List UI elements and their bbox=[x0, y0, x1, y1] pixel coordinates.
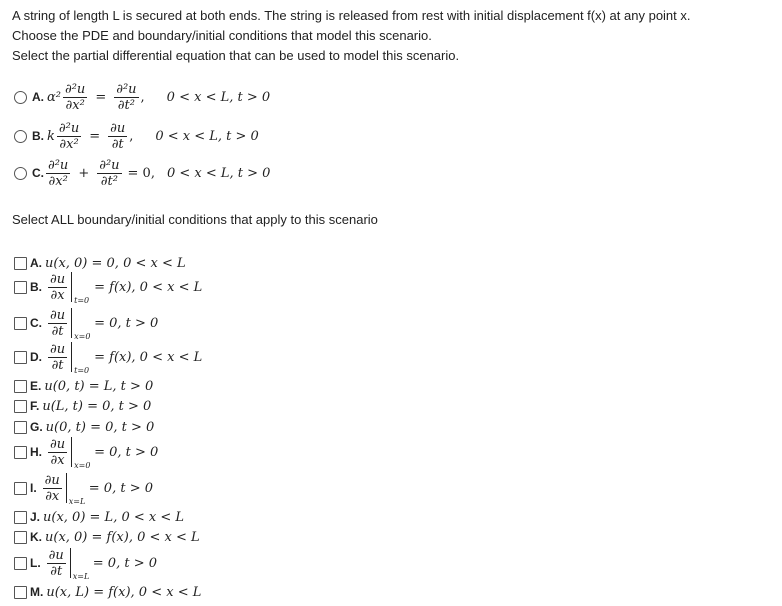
bc-option-k[interactable] bbox=[14, 528, 200, 546]
checkbox[interactable] bbox=[14, 351, 27, 364]
separator: , bbox=[129, 128, 134, 144]
pde-option-b[interactable] bbox=[14, 119, 259, 153]
option-label: G. bbox=[30, 420, 43, 434]
condition-rhs: = 0, t > 0 bbox=[94, 444, 159, 460]
bc-option-b[interactable] bbox=[14, 270, 202, 304]
option-label: H. bbox=[30, 445, 42, 459]
pde-question: Select the partial differential equation that can be used to model this scenario. bbox=[12, 48, 460, 63]
condition-rhs: = f(x), 0 < x < L bbox=[94, 279, 203, 295]
separator: = 0, bbox=[127, 165, 155, 181]
lhs-fraction: $\frac{\text{∂²u}}{\text{∂x²}}$ bbox=[65, 81, 86, 113]
pde-option-a[interactable] bbox=[14, 80, 270, 114]
condition-text: u(0, t) = 0, t > 0 bbox=[45, 419, 155, 435]
derivative-fraction: $\frac{\partial u}{\partial t}$ bbox=[50, 307, 66, 339]
checkbox[interactable] bbox=[14, 531, 27, 544]
checkbox[interactable] bbox=[14, 317, 27, 330]
bc-option-m[interactable] bbox=[14, 583, 201, 601]
option-label: C. bbox=[30, 316, 42, 330]
domain-text: 0 < x < L, t > 0 bbox=[166, 165, 271, 181]
derivative-fraction: $\frac{\partial u}{\partial t}$ bbox=[50, 341, 66, 373]
evaluation-bar: x=L bbox=[66, 473, 85, 503]
condition-text: u(x, 0) = L, 0 < x < L bbox=[43, 509, 185, 525]
rhs-fraction: $\frac{\text{∂²u}}{\text{∂t²}}$ bbox=[99, 157, 120, 189]
checkbox[interactable] bbox=[14, 511, 27, 524]
condition-rhs: = 0, t > 0 bbox=[94, 315, 159, 331]
option-label: I. bbox=[30, 481, 37, 495]
coefficient: k bbox=[47, 128, 55, 144]
radio-button[interactable] bbox=[14, 130, 27, 143]
coefficient: α² bbox=[47, 89, 61, 105]
bc-option-g[interactable] bbox=[14, 418, 154, 436]
separator: , bbox=[140, 89, 145, 105]
bc-option-j[interactable] bbox=[14, 508, 184, 526]
option-label: E. bbox=[30, 379, 42, 393]
bc-question: Select ALL boundary/initial conditions that apply to this scenario bbox=[12, 212, 378, 227]
operator: + bbox=[78, 165, 90, 181]
evaluation-bar: t=0 bbox=[71, 342, 90, 372]
evaluation-bar: x=0 bbox=[71, 437, 90, 467]
condition-rhs: = f(x), 0 < x < L bbox=[94, 349, 203, 365]
derivative-fraction: $\frac{\partial u}{\partial x}$ bbox=[44, 472, 60, 504]
condition-text: u(L, t) = 0, t > 0 bbox=[42, 398, 152, 414]
condition-text: u(x, 0) = 0, 0 < x < L bbox=[45, 255, 186, 271]
bc-option-h[interactable] bbox=[14, 435, 158, 469]
bc-option-e[interactable] bbox=[14, 377, 153, 395]
condition-rhs: = 0, t > 0 bbox=[88, 480, 153, 496]
bc-option-l[interactable] bbox=[14, 546, 157, 580]
evaluation-bar: x=L bbox=[70, 548, 89, 578]
condition-text: u(0, t) = L, t > 0 bbox=[44, 378, 154, 394]
domain-text: 0 < x < L, t > 0 bbox=[166, 89, 271, 105]
option-label: L. bbox=[30, 556, 41, 570]
instruction-text: Choose the PDE and boundary/initial conditions that model this scenario. bbox=[12, 28, 432, 43]
checkbox[interactable] bbox=[14, 400, 27, 413]
lhs-fraction: $\frac{\text{∂²u}}{\text{∂x²}}$ bbox=[58, 120, 80, 152]
bc-option-i[interactable] bbox=[14, 471, 153, 505]
option-label: A. bbox=[32, 90, 44, 104]
checkbox[interactable] bbox=[14, 281, 27, 294]
option-label: B. bbox=[32, 129, 44, 143]
problem-statement: A string of length L is secured at both ends. The string is released from rest with initial displacement f(x) at any point x. bbox=[12, 8, 691, 23]
option-label: K. bbox=[30, 530, 42, 544]
bc-option-c[interactable] bbox=[14, 306, 158, 340]
checkbox[interactable] bbox=[14, 586, 27, 599]
option-label: B. bbox=[30, 280, 42, 294]
condition-rhs: = 0, t > 0 bbox=[92, 555, 157, 571]
bc-option-d[interactable] bbox=[14, 340, 202, 374]
checkbox[interactable] bbox=[14, 421, 27, 434]
radio-button[interactable] bbox=[14, 91, 27, 104]
option-label: C. bbox=[32, 166, 44, 180]
checkbox[interactable] bbox=[14, 257, 27, 270]
derivative-fraction: $\frac{\partial u}{\partial x}$ bbox=[50, 271, 66, 303]
checkbox[interactable] bbox=[14, 446, 27, 459]
option-label: F. bbox=[30, 399, 40, 413]
option-label: D. bbox=[30, 350, 42, 364]
derivative-fraction: $\frac{\partial u}{\partial t}$ bbox=[48, 547, 64, 579]
domain-text: 0 < x < L, t > 0 bbox=[155, 128, 259, 144]
radio-button[interactable] bbox=[14, 167, 27, 180]
bc-option-f[interactable] bbox=[14, 397, 151, 415]
checkbox[interactable] bbox=[14, 380, 27, 393]
operator: = bbox=[89, 128, 101, 144]
derivative-fraction: $\frac{\partial u}{\partial x}$ bbox=[50, 436, 66, 468]
checkbox[interactable] bbox=[14, 557, 27, 570]
evaluation-bar: t=0 bbox=[71, 272, 90, 302]
condition-text: u(x, L) = f(x), 0 < x < L bbox=[46, 584, 202, 600]
option-label: J. bbox=[30, 510, 41, 524]
option-label: A. bbox=[30, 256, 42, 270]
rhs-fraction: $\frac{\partial u}{\partial t}$ bbox=[110, 120, 126, 152]
checkbox[interactable] bbox=[14, 482, 27, 495]
condition-text: u(x, 0) = f(x), 0 < x < L bbox=[45, 529, 200, 545]
pde-option-c[interactable] bbox=[14, 156, 270, 190]
operator: = bbox=[95, 89, 107, 105]
rhs-fraction: $\frac{\text{∂²u}}{\text{∂t²}}$ bbox=[116, 81, 137, 113]
evaluation-bar: x=0 bbox=[71, 308, 90, 338]
option-label: M. bbox=[30, 585, 44, 599]
lhs-fraction: $\frac{\text{∂²u}}{\text{∂x²}}$ bbox=[48, 157, 69, 189]
